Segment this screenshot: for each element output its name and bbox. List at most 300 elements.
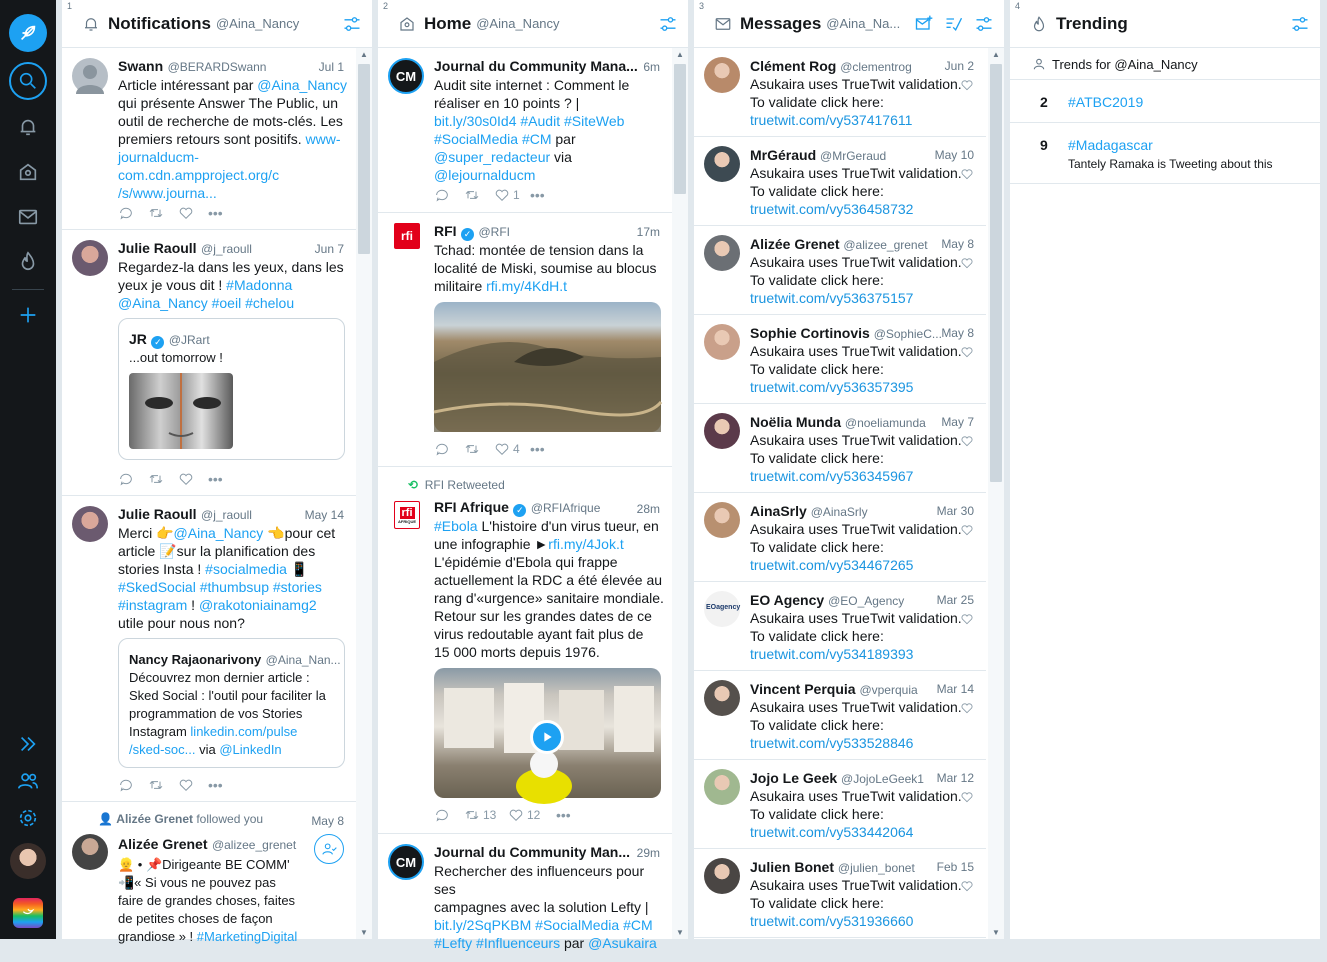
tweet-actions bbox=[118, 471, 223, 487]
message-link[interactable]: truetwit.com/vy533528846 bbox=[750, 735, 914, 751]
hashtag-link[interactable]: #chelou bbox=[245, 295, 295, 311]
home-icon bbox=[398, 15, 416, 33]
message-time: May 8 bbox=[941, 237, 974, 251]
flame-icon bbox=[17, 250, 39, 272]
hashtag-link[interactable]: #socialmedia bbox=[205, 561, 287, 577]
column-header bbox=[694, 0, 1004, 48]
tweet-video[interactable] bbox=[434, 668, 661, 798]
avatar bbox=[704, 858, 740, 894]
message-line: To validate click here: bbox=[750, 806, 884, 822]
avatar bbox=[72, 58, 108, 94]
heart-icon bbox=[960, 523, 974, 537]
author-name[interactable]: RFI Afrique bbox=[434, 499, 509, 515]
tweet-text: Merci 👉@Aina_Nancy 👈pour cet article 📝sur la planification des stories Insta ! #socialmedia 📱 #SkedSocial #thumbsup #stories #instagram ! @rakotoniainamg2 utile pour nous non? bbox=[118, 525, 336, 631]
reply-button[interactable] bbox=[434, 441, 464, 457]
heart-icon bbox=[960, 167, 974, 181]
message-time: Jun 2 bbox=[944, 59, 974, 73]
play-button[interactable] bbox=[530, 720, 564, 754]
bell-icon bbox=[17, 116, 39, 138]
reply-button[interactable] bbox=[118, 471, 148, 487]
author-handle[interactable]: @alizee_grenet bbox=[211, 838, 297, 852]
sliders-icon bbox=[1290, 14, 1310, 34]
new-message-button[interactable] bbox=[914, 14, 934, 34]
reply-button[interactable] bbox=[118, 205, 148, 221]
like-button[interactable] bbox=[178, 205, 208, 221]
author-handle[interactable]: @j_raoull bbox=[201, 242, 252, 256]
hashtag-link[interactable]: #stories bbox=[272, 579, 322, 595]
author-name[interactable]: RFI bbox=[434, 223, 457, 239]
verified-icon: ✓ bbox=[151, 336, 164, 349]
message-thread[interactable] bbox=[694, 671, 986, 760]
notification-time: May 8 bbox=[311, 814, 344, 828]
like-message-button[interactable] bbox=[960, 701, 974, 715]
feather-icon bbox=[17, 22, 39, 44]
tweet[interactable] bbox=[62, 230, 356, 496]
tweet[interactable] bbox=[62, 496, 356, 802]
more-button[interactable]: ••• bbox=[530, 187, 545, 203]
heart-icon bbox=[960, 78, 974, 92]
avatar bbox=[704, 146, 740, 182]
home-icon bbox=[17, 161, 39, 183]
message-link[interactable]: truetwit.com/vy536345967 bbox=[750, 468, 914, 484]
tweet-time[interactable]: 17m bbox=[636, 225, 660, 239]
sender-handle[interactable]: @noeliamunda bbox=[844, 416, 926, 430]
sender-handle[interactable]: @EO_Agency bbox=[828, 594, 905, 608]
hashtag-link[interactable]: #SocialMedia #CM bbox=[434, 131, 552, 147]
column-number: 1 bbox=[67, 1, 73, 11]
sender-handle[interactable]: @clementrog bbox=[840, 60, 912, 74]
trend-item[interactable] bbox=[1010, 80, 1320, 123]
sender-handle[interactable]: @MrGeraud bbox=[820, 149, 887, 163]
message-link[interactable]: truetwit.com/vy534467265 bbox=[750, 557, 914, 573]
message-link[interactable]: truetwit.com/vy533442064 bbox=[750, 824, 914, 840]
author-handle[interactable]: @BERARDSwann bbox=[167, 60, 267, 74]
tweet-actions bbox=[434, 807, 571, 823]
mention-link[interactable]: @Aina_Nancy bbox=[173, 525, 264, 541]
mark-all-read-button[interactable] bbox=[944, 14, 964, 34]
retweet-button[interactable] bbox=[464, 441, 494, 457]
compose-message-icon bbox=[914, 14, 934, 34]
author-name[interactable]: Journal du Community Man... bbox=[434, 844, 631, 860]
column-header bbox=[378, 0, 688, 48]
heart-icon bbox=[960, 701, 974, 715]
tweet[interactable] bbox=[378, 213, 672, 467]
message-thread[interactable] bbox=[694, 226, 986, 315]
message-line: Asukaira uses TrueTwit validation. bbox=[750, 610, 962, 626]
retweet-button[interactable] bbox=[464, 807, 508, 823]
avatar bbox=[704, 502, 740, 538]
expand-sidebar-button[interactable] bbox=[9, 725, 47, 763]
heart-icon bbox=[508, 807, 524, 823]
column-scrollbar[interactable]: ▲ ▼ bbox=[672, 48, 688, 939]
search-icon bbox=[17, 70, 39, 92]
accounts-button[interactable] bbox=[9, 762, 47, 800]
message-link[interactable]: truetwit.com/vy534189393 bbox=[750, 646, 914, 662]
compose-tweet-button[interactable] bbox=[9, 14, 47, 52]
tweet-image[interactable] bbox=[434, 302, 661, 432]
author-handle[interactable]: @RFIAfrique bbox=[530, 501, 601, 515]
message-line: To validate click here: bbox=[750, 539, 884, 555]
like-message-button[interactable] bbox=[960, 612, 974, 626]
check-list-icon bbox=[944, 14, 964, 34]
hashtag-link[interactable]: #thumbsup bbox=[199, 579, 269, 595]
column-scrollbar[interactable]: ▲ ▼ bbox=[988, 48, 1004, 939]
url-link[interactable]: bit.ly/2SqPKBM bbox=[434, 917, 532, 933]
home-column bbox=[378, 0, 688, 951]
message-line: Asukaira uses TrueTwit validation. bbox=[750, 877, 962, 893]
hashtag-link[interactable]: #SocialMedia #CM bbox=[535, 917, 653, 933]
quote-author-name: JR bbox=[129, 331, 147, 347]
quote-image[interactable] bbox=[129, 373, 233, 449]
scrollbar-thumb[interactable] bbox=[358, 64, 370, 254]
mention-link[interactable]: @super_redacteur bbox=[434, 149, 551, 165]
verified-icon: ✓ bbox=[461, 228, 474, 241]
like-button[interactable] bbox=[494, 187, 530, 203]
flame-icon bbox=[1030, 15, 1048, 33]
tweet[interactable] bbox=[378, 48, 672, 213]
retweet-icon: ⟲ bbox=[408, 478, 419, 492]
tweet-time[interactable]: Jun 7 bbox=[314, 242, 344, 256]
column-options-button[interactable] bbox=[342, 14, 362, 34]
column-number: 4 bbox=[1015, 1, 1021, 11]
more-button[interactable]: ••• bbox=[208, 205, 223, 221]
tweet-time[interactable]: May 14 bbox=[304, 508, 344, 522]
sender-handle[interactable]: @SophieC... bbox=[873, 327, 942, 341]
avatar: CM bbox=[388, 58, 424, 94]
message-line: To validate click here: bbox=[750, 628, 884, 644]
url-link[interactable]: /s/www.journa... bbox=[118, 185, 217, 201]
follower-name[interactable]: Alizée Grenet bbox=[116, 812, 193, 826]
avatar bbox=[704, 769, 740, 805]
profile-avatar[interactable] bbox=[10, 843, 46, 879]
messages-nav[interactable] bbox=[9, 198, 47, 236]
notifications-nav[interactable] bbox=[9, 108, 47, 146]
mention-link[interactable]: @Asukaira bbox=[588, 935, 657, 951]
reply-icon bbox=[434, 187, 450, 203]
message-link[interactable]: truetwit.com/vy536357395 bbox=[750, 379, 914, 395]
quoted-tweet[interactable] bbox=[118, 638, 345, 768]
double-chevron-right-icon bbox=[17, 733, 39, 755]
column-title: Notifications bbox=[108, 13, 211, 33]
retweet-button[interactable] bbox=[148, 471, 178, 487]
column-feed bbox=[378, 48, 688, 951]
avatar bbox=[704, 324, 740, 360]
quote-author-name: Nancy Rajaonarivony bbox=[129, 652, 262, 667]
follow-notification[interactable]: 👤 Alizée Grenet followed you May 8 Alizée Grenet @alizee_grenet 👱 • 📌Dirigeante BE COMM' 📲« Si vous ne pouvez pas faire de grandes choses, faites de petites choses de façon grandiose » ! #MarketingDigital bbox=[62, 802, 356, 962]
sender-name[interactable]: AinaSrly bbox=[750, 503, 807, 519]
sender-name[interactable]: Sophie Cortinovis bbox=[750, 325, 870, 341]
retweet-button[interactable] bbox=[148, 205, 178, 221]
message-line: To validate click here: bbox=[750, 717, 884, 733]
column-user: @Aina_Nancy bbox=[476, 16, 560, 31]
message-thread[interactable] bbox=[694, 493, 986, 582]
trends-location[interactable] bbox=[1010, 48, 1320, 80]
tweet-time[interactable]: Jul 1 bbox=[318, 60, 344, 74]
message-time: Mar 30 bbox=[936, 504, 974, 518]
message-line: Asukaira uses TrueTwit validation. bbox=[750, 254, 962, 270]
reply-button[interactable] bbox=[434, 807, 464, 823]
url-link[interactable]: www- bbox=[305, 131, 341, 147]
like-count: 1 bbox=[513, 188, 520, 202]
tweet-time[interactable]: 28m bbox=[636, 502, 660, 516]
message-line: To validate click here: bbox=[750, 361, 884, 377]
author-name[interactable]: Julie Raoull bbox=[118, 240, 197, 256]
avatar bbox=[72, 834, 108, 870]
heart-icon bbox=[494, 187, 510, 203]
gear-icon bbox=[17, 807, 39, 829]
message-link[interactable]: truetwit.com/vy536375157 bbox=[750, 290, 914, 306]
person-icon: 👤 bbox=[98, 812, 113, 826]
avatar bbox=[704, 680, 740, 716]
add-column-button[interactable] bbox=[9, 296, 47, 334]
message-line: To validate click here: bbox=[750, 895, 884, 911]
like-message-button[interactable] bbox=[960, 78, 974, 92]
mention-link[interactable]: @LinkedIn bbox=[219, 742, 282, 757]
app-sidebar bbox=[0, 0, 56, 939]
sender-name[interactable]: EO Agency bbox=[750, 592, 825, 608]
like-message-button[interactable] bbox=[960, 523, 974, 537]
like-message-button[interactable] bbox=[960, 434, 974, 448]
settings-button[interactable] bbox=[9, 799, 47, 837]
message-time: May 7 bbox=[941, 415, 974, 429]
message-line: Asukaira uses TrueTwit validation. bbox=[750, 432, 962, 448]
notifications-column bbox=[62, 0, 372, 944]
sender-handle[interactable]: @JojoLeGeek1 bbox=[841, 772, 924, 786]
trend-hashtag[interactable]: #Madagascar bbox=[1068, 137, 1153, 153]
retweet-icon bbox=[148, 205, 164, 221]
url-link[interactable]: com.cdn.ampproject.org/c bbox=[118, 167, 280, 183]
reply-icon bbox=[118, 471, 134, 487]
message-link[interactable]: truetwit.com/vy531936660 bbox=[750, 913, 914, 929]
like-message-button[interactable] bbox=[960, 167, 974, 181]
avatar bbox=[704, 591, 740, 627]
hashtag-link[interactable]: #Audit #SiteWeb bbox=[520, 113, 625, 129]
more-button[interactable]: ••• bbox=[556, 807, 571, 823]
quote-author-handle: @JRart bbox=[168, 333, 210, 347]
quote-author-handle: @Aina_Nan... bbox=[265, 653, 341, 667]
tweet-actions bbox=[118, 205, 223, 221]
trend-hashtag[interactable]: #ATBC2019 bbox=[1068, 94, 1144, 110]
sender-name[interactable]: Noëlia Munda bbox=[750, 414, 842, 430]
quote-text: ...out tomorrow ! bbox=[129, 350, 223, 365]
reply-icon bbox=[434, 807, 450, 823]
message-time: Mar 14 bbox=[936, 682, 974, 696]
envelope-icon bbox=[17, 206, 39, 228]
hashtag-link[interactable]: #Madonna bbox=[226, 277, 293, 293]
envelope-icon bbox=[714, 15, 732, 33]
tweet-text: Article intéressant par @Aina_Nancy qui présente Answer The Public, un outil de recherche de mots-clés. Les premiers retours sont positifs. www- journalducm- com.cdn.ampproject.org/c /s/www.journa... bbox=[118, 77, 347, 201]
message-list bbox=[694, 48, 1004, 939]
more-button[interactable]: ••• bbox=[208, 471, 223, 487]
message-thread[interactable] bbox=[694, 315, 986, 404]
scrollbar-thumb[interactable] bbox=[990, 64, 1002, 482]
tweet-time[interactable]: 6m bbox=[643, 60, 660, 74]
heart-icon bbox=[178, 471, 194, 487]
sliders-icon bbox=[658, 14, 678, 34]
mention-link[interactable]: @lejournalducm bbox=[434, 167, 536, 183]
like-count: 4 bbox=[513, 442, 520, 456]
avatar: CM bbox=[388, 844, 424, 880]
sender-name[interactable]: Vincent Perquia bbox=[750, 681, 856, 697]
hashtag-link[interactable]: #Lefty #Influenceurs bbox=[434, 935, 561, 951]
hashtag-link[interactable]: #instagram bbox=[118, 597, 188, 613]
like-message-button[interactable] bbox=[960, 879, 974, 893]
like-button[interactable] bbox=[494, 441, 530, 457]
trend-list bbox=[1010, 48, 1320, 939]
like-count: 12 bbox=[527, 808, 541, 822]
reply-button[interactable] bbox=[118, 777, 148, 793]
tweet-actions bbox=[434, 441, 545, 457]
profile-bio: 👱 • 📌Dirigeante BE COMM' 📲« Si vous ne pouvez pas faire de grandes choses, faites de petites choses de façon grandiose » ! #MarketingDigital bbox=[118, 857, 298, 944]
more-button[interactable]: ••• bbox=[208, 777, 223, 793]
heart-icon bbox=[960, 612, 974, 626]
mention-link[interactable]: @rakotoniainamg2 bbox=[198, 597, 317, 613]
sliders-icon bbox=[974, 14, 994, 34]
tweet-time[interactable]: 29m bbox=[636, 846, 660, 860]
avatar bbox=[72, 506, 108, 542]
message-thread[interactable] bbox=[694, 48, 986, 137]
retweet-button[interactable] bbox=[148, 777, 178, 793]
retweet-icon bbox=[464, 441, 480, 457]
hashtag-link[interactable]: #MarketingDigital bbox=[196, 929, 298, 944]
hashtag-link[interactable]: #oeil bbox=[211, 295, 242, 311]
messages-column bbox=[694, 0, 1004, 939]
author-name[interactable]: Julie Raoull bbox=[118, 506, 197, 522]
url-link[interactable]: journalducm- bbox=[118, 149, 199, 165]
url-link[interactable]: rfi.my/4Jok.t bbox=[548, 536, 624, 552]
column-title: Messages bbox=[740, 13, 822, 33]
column-scrollbar[interactable]: ▲ ▼ bbox=[356, 48, 372, 939]
trend-item[interactable] bbox=[1010, 123, 1320, 184]
heart-icon bbox=[960, 256, 974, 270]
quote-text: Découvrez mon dernier article : Sked Social : l'outil pour faciliter la programmation de vos Stories Instagram linkedin.com/pulse /sked-soc... via @LinkedIn bbox=[129, 670, 326, 757]
tweet[interactable] bbox=[378, 834, 672, 954]
message-thread[interactable] bbox=[694, 137, 986, 226]
sidebar-divider bbox=[12, 289, 44, 290]
column-options-button[interactable] bbox=[1290, 14, 1310, 34]
home-nav[interactable] bbox=[9, 153, 47, 191]
column-number: 2 bbox=[383, 1, 389, 11]
quoted-tweet[interactable] bbox=[118, 318, 345, 460]
message-line: To validate click here: bbox=[750, 272, 884, 288]
column-user: @Aina_Nancy bbox=[215, 16, 300, 31]
retweet-icon bbox=[148, 777, 164, 793]
avatar-logo: EOagency bbox=[706, 604, 741, 611]
message-line: To validate click here: bbox=[750, 450, 884, 466]
message-line: Asukaira uses TrueTwit validation. bbox=[750, 788, 962, 804]
like-message-button[interactable] bbox=[960, 345, 974, 359]
url-link[interactable]: rfi.my/4KdH.t bbox=[486, 278, 568, 294]
heart-icon bbox=[178, 777, 194, 793]
avatar bbox=[704, 57, 740, 93]
verified-icon: ✓ bbox=[513, 504, 526, 517]
mention-link[interactable]: @Aina_Nancy bbox=[257, 77, 347, 93]
sender-handle[interactable]: @vperquia bbox=[859, 683, 918, 697]
sliders-icon bbox=[342, 14, 362, 34]
like-message-button[interactable] bbox=[960, 256, 974, 270]
person-icon bbox=[1032, 57, 1046, 71]
author-handle[interactable]: @RFI bbox=[478, 225, 510, 239]
reply-icon bbox=[118, 777, 134, 793]
tweet-text: Tchad: montée de tension dans la localité de Miski, soumise au blocus militaire rfi.my/4KdH.t bbox=[434, 242, 657, 294]
sender-name[interactable]: Alizée Grenet bbox=[750, 236, 840, 252]
scrollbar-thumb[interactable] bbox=[674, 64, 686, 194]
message-line: Asukaira uses TrueTwit validation. bbox=[750, 521, 962, 537]
tweet-actions bbox=[118, 777, 223, 793]
message-time: Feb 15 bbox=[936, 860, 974, 874]
tweet[interactable] bbox=[62, 48, 356, 230]
sender-handle[interactable]: @alizee_grenet bbox=[843, 238, 928, 252]
sender-name[interactable]: MrGéraud bbox=[750, 147, 817, 163]
hashtag-link[interactable]: #Ebola bbox=[434, 518, 478, 534]
search-button[interactable] bbox=[9, 62, 47, 100]
sender-name[interactable]: Jojo Le Geek bbox=[750, 770, 838, 786]
sender-name[interactable]: Clément Rog bbox=[750, 58, 837, 74]
author-handle[interactable]: @j_raoull bbox=[201, 508, 252, 522]
message-line: To validate click here: bbox=[750, 94, 884, 110]
message-line: Asukaira uses TrueTwit validation. bbox=[750, 343, 962, 359]
tweet[interactable] bbox=[378, 467, 672, 834]
like-button[interactable] bbox=[178, 471, 208, 487]
column-title: Trending bbox=[1056, 13, 1128, 33]
trend-rank: 2 bbox=[1040, 94, 1048, 110]
retweet-button[interactable] bbox=[464, 187, 494, 203]
reply-icon bbox=[434, 441, 450, 457]
message-time: May 8 bbox=[941, 326, 974, 340]
mention-link[interactable]: @Aina_Nancy bbox=[118, 295, 208, 311]
follow-back-button[interactable] bbox=[314, 834, 344, 864]
heart-icon bbox=[960, 790, 974, 804]
column-feed bbox=[62, 48, 372, 944]
column-options-button[interactable] bbox=[974, 14, 994, 34]
url-link[interactable]: bit.ly/30s0Id4 bbox=[434, 113, 517, 129]
column-user: @Aina_Na... bbox=[826, 16, 901, 31]
tweet-text: Rechercher des influenceurs pour ses campagnes avec la solution Lefty | bit.ly/2SqPKBM #SocialMedia #CM #Lefty #Influenceurs par @Asukaira bbox=[434, 863, 657, 951]
message-link[interactable]: truetwit.com/vy537417611 bbox=[750, 112, 913, 128]
message-link[interactable]: truetwit.com/vy536458732 bbox=[750, 201, 914, 217]
message-thread[interactable] bbox=[694, 404, 986, 493]
message-thread[interactable] bbox=[694, 582, 986, 671]
column-header bbox=[62, 0, 372, 48]
author-name[interactable]: Alizée Grenet bbox=[118, 836, 208, 852]
column-header bbox=[1010, 0, 1320, 48]
author-name[interactable]: Swann bbox=[118, 58, 164, 74]
sender-handle[interactable]: @julien_bonet bbox=[837, 861, 915, 875]
reply-button[interactable] bbox=[434, 187, 464, 203]
trend-context: Tantely Ramaka is Tweeting about this bbox=[1068, 157, 1273, 171]
retweet-icon bbox=[464, 187, 480, 203]
hashtag-link[interactable]: #SkedSocial bbox=[118, 579, 196, 595]
more-button[interactable]: ••• bbox=[530, 441, 545, 457]
url-link[interactable]: /sked-soc... bbox=[129, 742, 196, 757]
tweet-actions bbox=[434, 187, 545, 203]
like-button[interactable] bbox=[508, 807, 556, 823]
avatar bbox=[704, 413, 740, 449]
url-link[interactable]: linkedin.com/pulse bbox=[190, 724, 298, 739]
like-message-button[interactable] bbox=[960, 790, 974, 804]
avatar bbox=[72, 240, 108, 276]
retweet-count: 13 bbox=[483, 808, 497, 822]
column-options-button[interactable] bbox=[658, 14, 678, 34]
sender-name[interactable]: Julien Bonet bbox=[750, 859, 835, 875]
message-thread[interactable] bbox=[694, 760, 986, 849]
like-button[interactable] bbox=[178, 777, 208, 793]
author-name[interactable]: Journal du Community Mana... bbox=[434, 58, 638, 74]
message-line: Asukaira uses TrueTwit validation. bbox=[750, 76, 962, 92]
sender-handle[interactable]: @AinaSrly bbox=[810, 505, 868, 519]
trending-nav[interactable] bbox=[9, 242, 47, 280]
message-thread[interactable] bbox=[694, 849, 986, 938]
